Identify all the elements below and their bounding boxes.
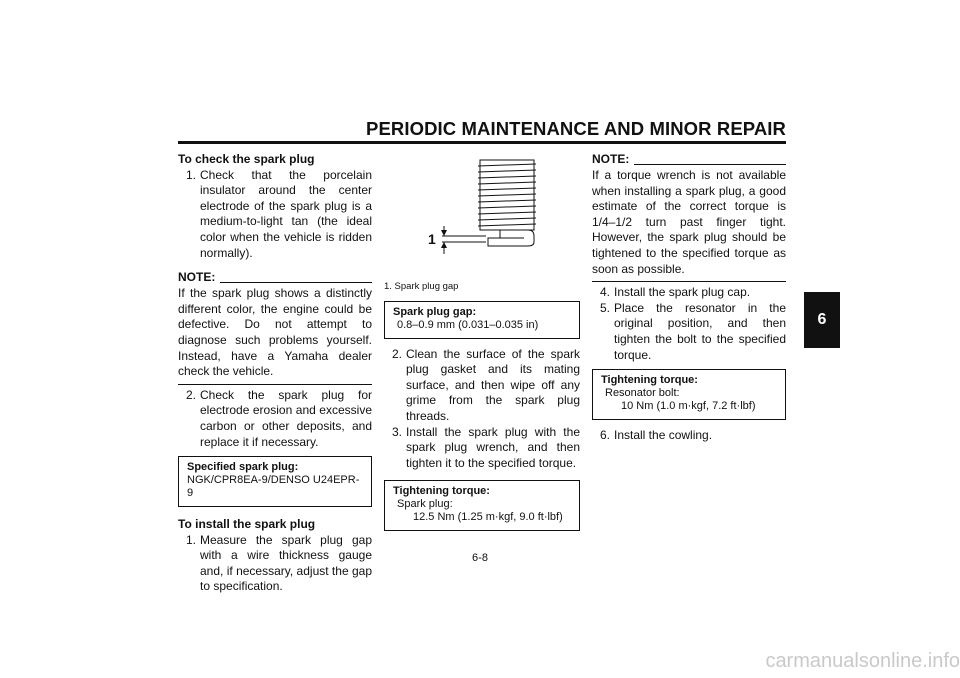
note-rule [220,282,372,283]
step-number: 4. [600,285,611,300]
step-text: Measure the spark plug gap with a wire thickness gauge and, if necessary, adjust the gap to specification. [200,532,372,594]
step-text: Install the cowling. [614,428,713,443]
note-header [178,270,372,286]
torque-label: Spark plug: [397,498,453,511]
step-text: Place the resonator in the original position, and then tighten the bolt to the specified torque. [614,300,786,362]
ground-electrode [488,230,534,246]
header-rule [178,141,786,144]
plug-threads [478,164,536,226]
spark-plug-gap-box [384,301,580,339]
spark-plug-spec-box [178,456,372,507]
install-step-6 [592,428,786,444]
step-number: 2. [186,387,197,402]
step-number: 5. [600,300,611,315]
install-heading: To install the spark plug [178,517,316,532]
step-text: Clean the surface of the spark plug gasket and its mating surface, and then wipe off any grime from the spark plug threads. [406,346,580,423]
step-number: 1. [186,167,197,182]
step-number: 2. [392,346,403,361]
install-step-3 [384,425,580,472]
column-middle [384,279,580,531]
torque-title: Tightening torque: [393,485,490,498]
torque-value: 10 Nm (1.0 m·kgf, 7.2 ft·lbf) [621,400,756,413]
step-text: Check the spark plug for electrode erosion and excessive carbon or other deposits, and replace it if necessary. [200,387,372,449]
resonator-torque-box [592,369,786,420]
spec-value: NGK/CPR8EA-9/DENSO U24EPR-9 [187,474,360,500]
install-step-2 [384,347,580,425]
install-step-5 [592,301,786,363]
note-text: If the spark plug shows a distinctly different color, the engine could be defective. Do not attempt to diagnose such problems yourself. Instead, have a Yamaha dealer check the vehicle. [178,286,372,379]
check-step-2 [178,388,372,450]
step-number: 1. [186,532,197,547]
page-title: PERIODIC MAINTENANCE AND MINOR REPAIR [366,118,786,139]
note-header [592,152,786,168]
step-text: Install the spark plug cap. [614,285,751,300]
install-step-1 [178,533,372,595]
gap-title: Spark plug gap: [393,305,477,318]
spark-plug-gap-illustration [384,150,580,278]
step-text: Install the spark plug with the spark plug wrench, and then tighten it to the specified torque. [406,424,580,470]
figure-callout: 1 [428,231,436,247]
check-step-1 [178,168,372,262]
install-step-4 [592,285,786,301]
note-text: If a torque wrench is not available when installing a spark plug, a good estimate of the correct torque is 1/4–1/2 turn past finger tight. However, the spark plug should be tightened to the specified torque as soon as possible. [592,168,786,276]
gap-value: 0.8–0.9 mm (0.031–0.035 in) [397,318,539,331]
step-number: 3. [392,424,403,439]
page-number: 6-8 [472,552,488,564]
figure-caption: 1. Spark plug gap [384,281,459,292]
watermark: carmanualsonline.info [765,650,960,672]
spark-plug-torque-box [384,480,580,531]
step-text: Check that the porcelain insulator around the center electrode of the spark plug is a medium-to-light tan (the ideal color when the vehicle is ridden normally). [200,167,372,260]
gap-dimension-lines [442,226,486,254]
spec-title: Specified spark plug: [187,461,299,474]
check-heading: To check the spark plug [178,152,315,166]
chapter-tab[interactable]: 6 [804,292,840,348]
column-right [592,152,786,444]
note-rule [634,164,786,165]
note-label: NOTE: [178,270,216,285]
column-left [178,152,372,595]
note-label: NOTE: [592,152,630,166]
torque-value: 12.5 Nm (1.25 m·kgf, 9.0 ft·lbf) [413,511,563,524]
spark-plug-figure [384,150,580,278]
torque-label: Resonator bolt: [605,387,680,400]
torque-title: Tightening torque: [601,374,698,387]
step-number: 6. [600,428,611,443]
